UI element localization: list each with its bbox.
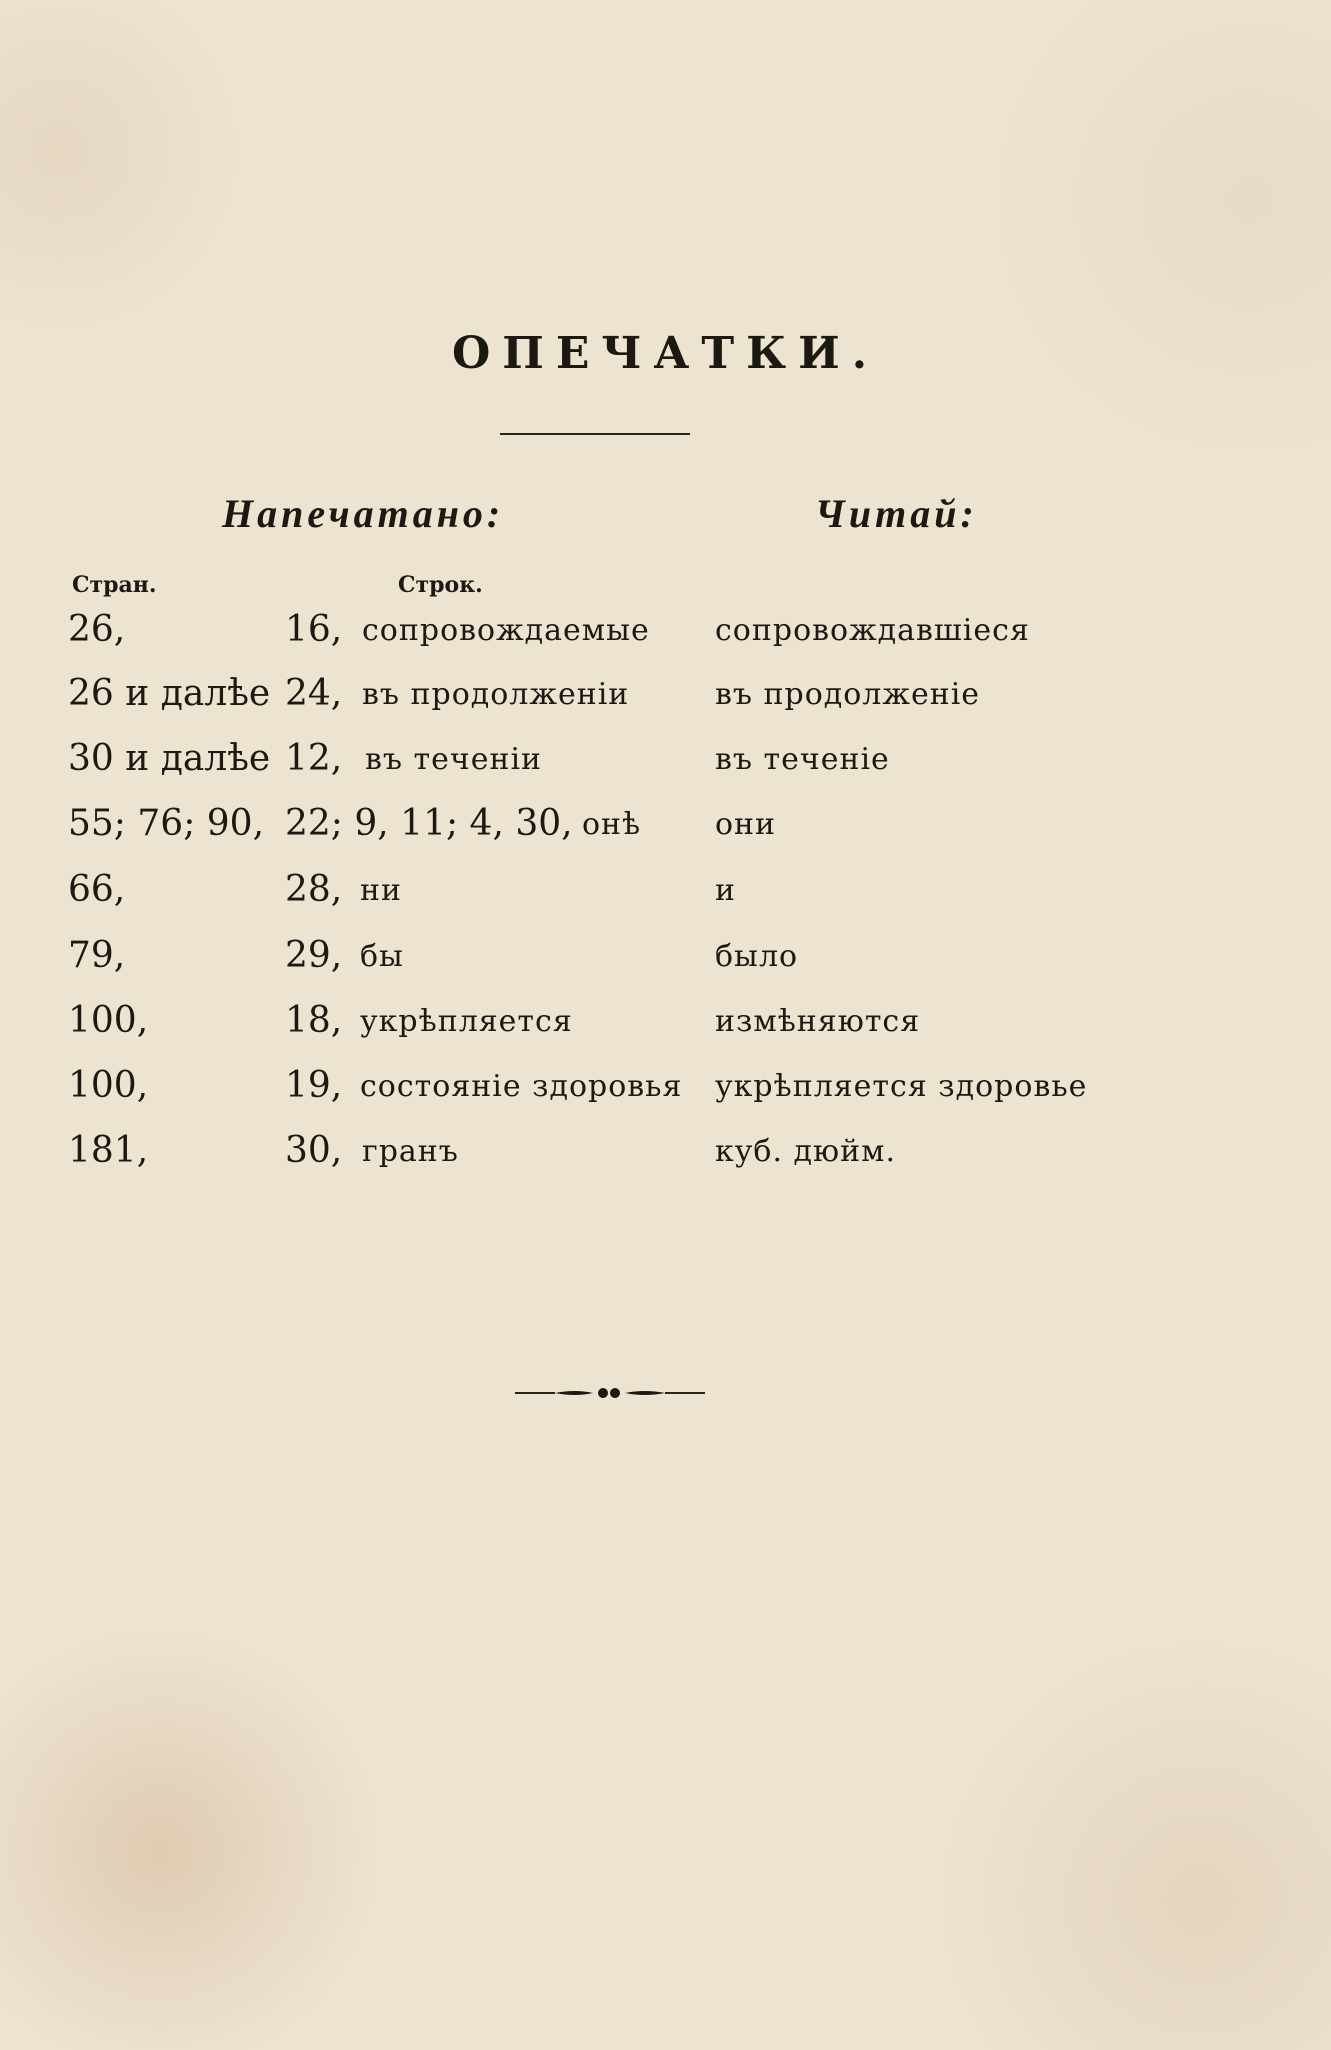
correct-text-cell: укрѣпляется здоровье bbox=[715, 1069, 1088, 1104]
correct-text-cell: сопровождавшіеся bbox=[715, 613, 1030, 648]
errata-row bbox=[0, 609, 1331, 673]
line-number-cell: 30, bbox=[285, 1130, 343, 1171]
page-number-cell: 26, bbox=[68, 609, 126, 650]
correct-text-cell: измѣняются bbox=[715, 1004, 921, 1039]
page-number-cell: 100, bbox=[68, 1000, 149, 1041]
page-number-cell: 55; 76; 90, bbox=[68, 803, 265, 844]
correct-text-cell: въ теченіе bbox=[715, 742, 890, 777]
line-number-cell: 19, bbox=[285, 1065, 343, 1106]
errata-row bbox=[0, 935, 1331, 999]
printed-text-cell: въ теченіи bbox=[365, 742, 543, 777]
page-number-cell: 26 и далѣе bbox=[68, 673, 271, 714]
line-number-cell: 18, bbox=[285, 1000, 343, 1041]
errata-row bbox=[0, 1130, 1331, 1194]
errata-row bbox=[0, 869, 1331, 933]
printed-text-cell: сопровождаемые bbox=[362, 613, 650, 648]
page-title: ОПЕЧАТКИ. bbox=[451, 328, 880, 379]
read-column-header: Читай: bbox=[815, 491, 978, 536]
printed-column-header: Напечатано: bbox=[222, 491, 505, 536]
errata-row bbox=[0, 673, 1331, 737]
correct-text-cell: куб. дюйм. bbox=[715, 1134, 896, 1169]
correct-text-cell: они bbox=[715, 807, 777, 842]
printed-text-cell: гранъ bbox=[362, 1134, 459, 1169]
correct-text-cell: было bbox=[715, 939, 799, 974]
ornament-divider bbox=[515, 1383, 705, 1403]
printed-text-cell: состояніе здоровья bbox=[360, 1069, 683, 1104]
line-number-cell: 16, bbox=[285, 609, 343, 650]
page-number-cell: 100, bbox=[68, 1065, 149, 1106]
page-number-cell: 181, bbox=[68, 1130, 149, 1171]
errata-row bbox=[0, 1065, 1331, 1129]
printed-text-cell: ни bbox=[360, 873, 402, 908]
page-subheader: Стран. bbox=[72, 572, 157, 598]
printed-text-cell: онѣ bbox=[582, 807, 642, 842]
line-number-cell: 24, bbox=[285, 673, 343, 714]
errata-row bbox=[0, 738, 1331, 802]
line-number-cell: 29, bbox=[285, 935, 343, 976]
line-number-cell: 28, bbox=[285, 869, 343, 910]
page-number-cell: 79, bbox=[68, 935, 126, 976]
errata-row bbox=[0, 1000, 1331, 1064]
printed-text-cell: въ продолженіи bbox=[362, 677, 630, 712]
printed-text-cell: бы bbox=[360, 939, 404, 974]
page-number-cell: 66, bbox=[68, 869, 126, 910]
correct-text-cell: въ продолженіе bbox=[715, 677, 981, 712]
page-number-cell: 30 и далѣе bbox=[68, 738, 271, 779]
line-number-cell: 12, bbox=[285, 738, 343, 779]
correct-text-cell: и bbox=[715, 873, 736, 908]
printed-text-cell: укрѣпляется bbox=[360, 1004, 573, 1039]
errata-row bbox=[0, 803, 1331, 867]
title-rule bbox=[500, 433, 690, 435]
line-subheader: Строк. bbox=[398, 572, 483, 598]
line-number-cell: 22; 9, 11; 4, 30, bbox=[285, 803, 573, 844]
